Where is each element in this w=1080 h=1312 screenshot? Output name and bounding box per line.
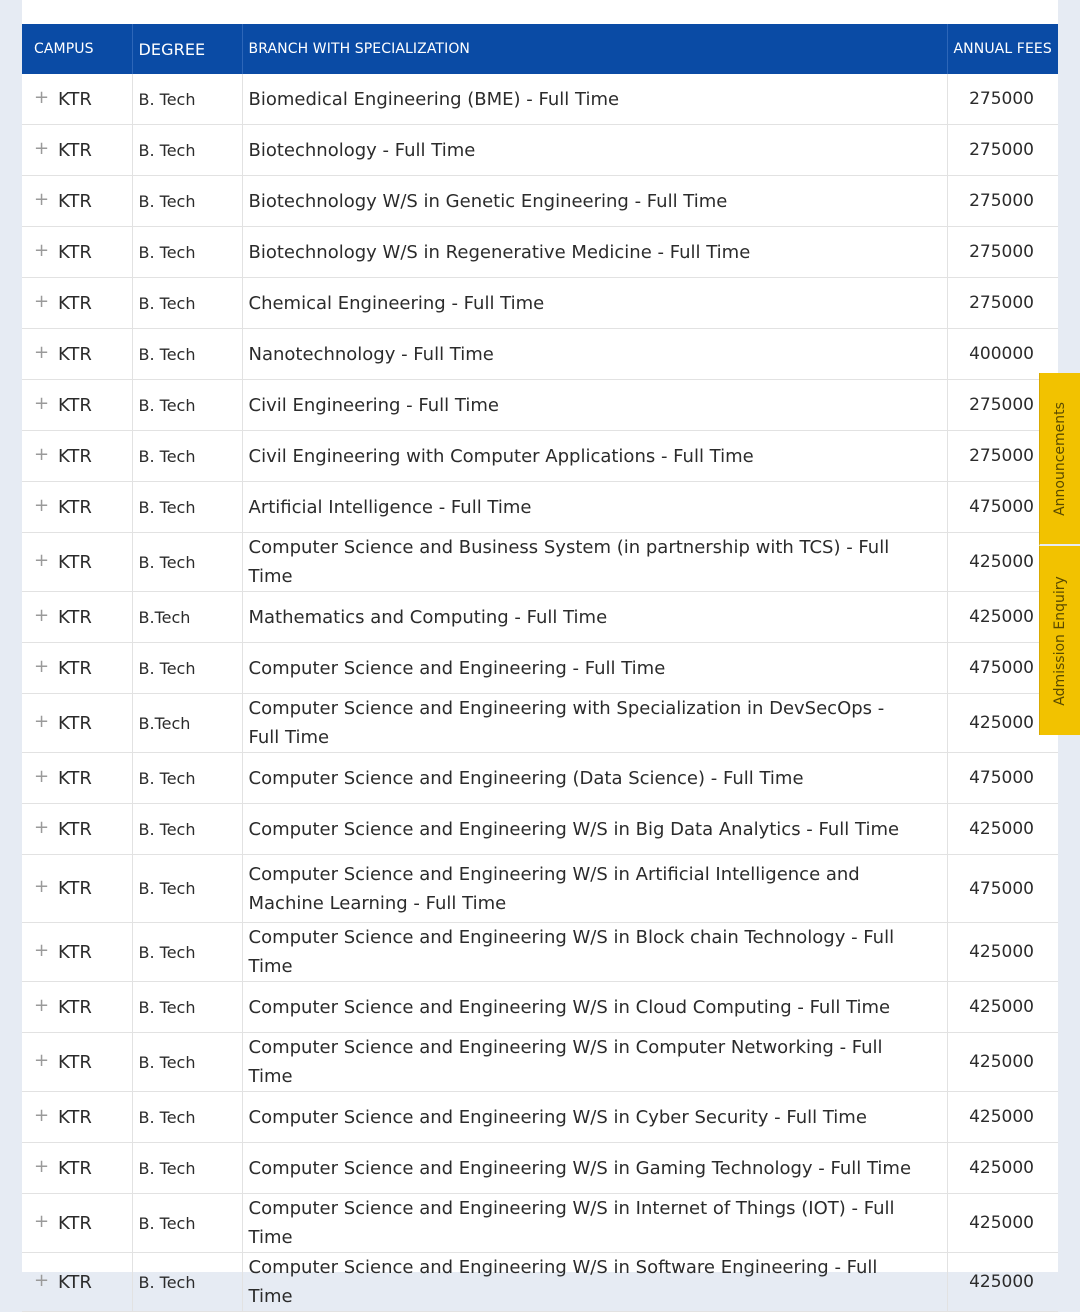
annual-fees-cell: 425000 bbox=[969, 819, 1034, 839]
table-row[interactable] bbox=[22, 329, 1058, 380]
table-row[interactable] bbox=[22, 278, 1058, 329]
table-row[interactable] bbox=[22, 855, 1058, 923]
campus-value: KTR bbox=[58, 657, 92, 679]
branch-cell: Biotechnology W/S in Regenerative Medicine - Full Time bbox=[242, 227, 947, 278]
degree-cell: B. Tech bbox=[132, 1092, 242, 1143]
campus-value: KTR bbox=[58, 292, 92, 314]
campus-cell bbox=[22, 855, 132, 923]
campus-cell bbox=[22, 125, 132, 176]
table-row[interactable] bbox=[22, 753, 1058, 804]
expand-plus-icon[interactable]: + bbox=[34, 994, 50, 1016]
branch-cell: Mathematics and Computing - Full Time bbox=[242, 592, 947, 643]
campus-value: KTR bbox=[58, 445, 92, 467]
annual-fees-cell: 275000 bbox=[969, 446, 1034, 466]
campus-cell bbox=[22, 804, 132, 855]
campus-cell bbox=[22, 982, 132, 1033]
table-row[interactable] bbox=[22, 694, 1058, 753]
annual-fees-cell: 425000 bbox=[969, 997, 1034, 1017]
table-row[interactable] bbox=[22, 1143, 1058, 1194]
campus-cell bbox=[22, 74, 132, 125]
annual-fees-cell: 275000 bbox=[969, 242, 1034, 262]
campus-cell bbox=[22, 176, 132, 227]
branch-cell: Biomedical Engineering (BME) - Full Time bbox=[242, 74, 947, 125]
degree-cell: B. Tech bbox=[132, 855, 242, 923]
annual-fees-cell: 475000 bbox=[969, 878, 1034, 899]
branch-cell: Civil Engineering with Computer Applications - Full Time bbox=[242, 431, 947, 482]
degree-cell: B. Tech bbox=[132, 1143, 242, 1194]
campus-cell bbox=[22, 278, 132, 329]
branch-cell: Chemical Engineering - Full Time bbox=[242, 278, 947, 329]
branch-cell: Civil Engineering - Full Time bbox=[242, 380, 947, 431]
table-row[interactable] bbox=[22, 176, 1058, 227]
branch-cell: Computer Science and Engineering W/S in Computer Networking - Full Time bbox=[242, 1033, 947, 1092]
annual-fees-cell: 400000 bbox=[969, 344, 1034, 364]
expand-plus-icon[interactable]: + bbox=[34, 341, 50, 363]
annual-fees-cell: 475000 bbox=[969, 768, 1034, 788]
branch-cell: Nanotechnology - Full Time bbox=[242, 329, 947, 380]
campus-value: KTR bbox=[58, 818, 92, 840]
table-row[interactable] bbox=[22, 1194, 1058, 1253]
table-row[interactable] bbox=[22, 380, 1058, 431]
degree-cell: B. Tech bbox=[132, 176, 242, 227]
campus-cell bbox=[22, 431, 132, 482]
branch-cell: Biotechnology W/S in Genetic Engineering - Full Time bbox=[242, 176, 947, 227]
annual-fees-cell: 425000 bbox=[969, 1272, 1034, 1292]
campus-value: KTR bbox=[58, 996, 92, 1018]
table-row[interactable] bbox=[22, 592, 1058, 643]
annual-fees-cell: 425000 bbox=[969, 607, 1034, 627]
branch-cell: Computer Science and Engineering W/S in Software Engineering - Full Time bbox=[242, 1253, 947, 1312]
announcements-label: Announcements bbox=[1052, 401, 1069, 516]
fees-table bbox=[22, 24, 1058, 1312]
expand-plus-icon[interactable]: + bbox=[34, 876, 50, 897]
expand-plus-icon[interactable]: + bbox=[34, 655, 50, 677]
table-row[interactable] bbox=[22, 923, 1058, 982]
expand-plus-icon[interactable]: + bbox=[34, 239, 50, 261]
annual-fees-cell: 475000 bbox=[969, 658, 1034, 678]
expand-plus-icon[interactable]: + bbox=[34, 1269, 50, 1291]
campus-cell bbox=[22, 643, 132, 694]
campus-value: KTR bbox=[58, 190, 92, 212]
campus-cell bbox=[22, 753, 132, 804]
campus-cell bbox=[22, 380, 132, 431]
table-row[interactable] bbox=[22, 982, 1058, 1033]
annual-fees-cell: 425000 bbox=[969, 1213, 1034, 1233]
campus-cell bbox=[22, 1253, 132, 1312]
degree-cell: B. Tech bbox=[132, 753, 242, 804]
campus-cell bbox=[22, 1194, 132, 1253]
annual-fees-cell: 425000 bbox=[969, 1158, 1034, 1178]
annual-fees-cell: 475000 bbox=[969, 497, 1034, 517]
degree-cell: B. Tech bbox=[132, 482, 242, 533]
campus-cell bbox=[22, 923, 132, 982]
degree-cell: B. Tech bbox=[132, 380, 242, 431]
degree-cell: B. Tech bbox=[132, 804, 242, 855]
branch-cell: Computer Science and Engineering W/S in Big Data Analytics - Full Time bbox=[242, 804, 947, 855]
branch-cell: Artificial Intelligence - Full Time bbox=[242, 482, 947, 533]
campus-value: KTR bbox=[58, 551, 92, 573]
campus-cell bbox=[22, 482, 132, 533]
expand-plus-icon[interactable]: + bbox=[34, 137, 50, 159]
annual-fees-cell: 425000 bbox=[969, 713, 1034, 733]
campus-cell bbox=[22, 1033, 132, 1092]
table-row[interactable] bbox=[22, 431, 1058, 482]
table-row[interactable] bbox=[22, 643, 1058, 694]
annual-fees-cell: 425000 bbox=[969, 1107, 1034, 1127]
annual-fees-cell: 425000 bbox=[969, 1052, 1034, 1072]
table-header-row bbox=[22, 24, 1058, 74]
branch-cell: Biotechnology - Full Time bbox=[242, 125, 947, 176]
campus-cell bbox=[22, 1092, 132, 1143]
header-branch[interactable]: BRANCH WITH SPECIALIZATION bbox=[242, 24, 947, 74]
annual-fees-cell: 275000 bbox=[969, 395, 1034, 415]
table-row[interactable] bbox=[22, 482, 1058, 533]
table-row[interactable] bbox=[22, 227, 1058, 278]
degree-cell: B. Tech bbox=[132, 533, 242, 592]
annual-fees-cell: 425000 bbox=[969, 552, 1034, 572]
campus-value: KTR bbox=[58, 941, 92, 963]
campus-value: KTR bbox=[58, 139, 92, 161]
header-campus[interactable]: CAMPUS bbox=[22, 24, 132, 74]
table-row[interactable] bbox=[22, 1033, 1058, 1092]
degree-cell: B. Tech bbox=[132, 1033, 242, 1092]
campus-value: KTR bbox=[58, 1106, 92, 1128]
campus-value: KTR bbox=[58, 394, 92, 416]
campus-value: KTR bbox=[58, 1212, 92, 1234]
branch-cell: Computer Science and Engineering (Data Science) - Full Time bbox=[242, 753, 947, 804]
degree-cell: B. Tech bbox=[132, 643, 242, 694]
table-row[interactable] bbox=[22, 533, 1058, 592]
table-row[interactable] bbox=[22, 1092, 1058, 1143]
degree-cell: B. Tech bbox=[132, 923, 242, 982]
table-row[interactable] bbox=[22, 74, 1058, 125]
expand-plus-icon[interactable]: + bbox=[34, 188, 50, 210]
campus-value: KTR bbox=[58, 88, 92, 110]
campus-cell bbox=[22, 227, 132, 278]
degree-cell: B. Tech bbox=[132, 74, 242, 125]
annual-fees-cell: 425000 bbox=[969, 942, 1034, 962]
campus-cell bbox=[22, 329, 132, 380]
expand-plus-icon[interactable]: + bbox=[34, 816, 50, 838]
expand-plus-icon[interactable]: + bbox=[34, 1210, 50, 1232]
expand-plus-icon[interactable]: + bbox=[34, 290, 50, 312]
campus-value: KTR bbox=[58, 1157, 92, 1179]
branch-cell: Computer Science and Engineering W/S in Cloud Computing - Full Time bbox=[242, 982, 947, 1033]
campus-cell bbox=[22, 592, 132, 643]
expand-plus-icon[interactable]: + bbox=[34, 604, 50, 626]
branch-cell: Computer Science and Engineering with Specialization in DevSecOps - Full Time bbox=[242, 694, 947, 753]
expand-plus-icon[interactable]: + bbox=[34, 392, 50, 414]
degree-cell: B. Tech bbox=[132, 227, 242, 278]
annual-fees-cell: 275000 bbox=[969, 191, 1034, 211]
degree-cell: B. Tech bbox=[132, 1194, 242, 1253]
degree-cell: B. Tech bbox=[132, 982, 242, 1033]
annual-fees-cell: 275000 bbox=[969, 140, 1034, 160]
table-row[interactable] bbox=[22, 804, 1058, 855]
campus-cell bbox=[22, 1143, 132, 1194]
header-degree[interactable]: DEGREE bbox=[132, 24, 242, 74]
campus-value: KTR bbox=[58, 767, 92, 789]
table-row[interactable] bbox=[22, 1253, 1058, 1312]
degree-cell: B. Tech bbox=[132, 431, 242, 482]
branch-cell: Computer Science and Engineering W/S in Artificial Intelligence and Machine Learning - Full Time bbox=[242, 855, 947, 923]
campus-cell bbox=[22, 694, 132, 753]
campus-value: KTR bbox=[58, 241, 92, 263]
header-annual-fees[interactable]: ANNUAL FEES bbox=[947, 24, 1058, 74]
degree-cell: B. Tech bbox=[132, 278, 242, 329]
degree-cell: B.Tech bbox=[132, 694, 242, 753]
admission-enquiry-tab[interactable] bbox=[1039, 546, 1080, 735]
branch-cell: Computer Science and Engineering W/S in Internet of Things (IOT) - Full Time bbox=[242, 1194, 947, 1253]
degree-cell: B. Tech bbox=[132, 125, 242, 176]
branch-cell: Computer Science and Engineering - Full Time bbox=[242, 643, 947, 694]
branch-cell: Computer Science and Business System (in partnership with TCS) - Full Time bbox=[242, 533, 947, 592]
expand-plus-icon[interactable]: + bbox=[34, 710, 50, 732]
campus-cell bbox=[22, 533, 132, 592]
campus-value: KTR bbox=[58, 712, 92, 734]
campus-value: KTR bbox=[58, 606, 92, 628]
degree-cell: B. Tech bbox=[132, 329, 242, 380]
expand-plus-icon[interactable]: + bbox=[34, 494, 50, 516]
expand-plus-icon[interactable]: + bbox=[34, 765, 50, 787]
table-body bbox=[22, 74, 1058, 1312]
branch-cell: Computer Science and Engineering W/S in Block chain Technology - Full Time bbox=[242, 923, 947, 982]
campus-value: KTR bbox=[58, 343, 92, 365]
expand-plus-icon[interactable]: + bbox=[34, 86, 50, 108]
branch-cell: Computer Science and Engineering W/S in Cyber Security - Full Time bbox=[242, 1092, 947, 1143]
table-row[interactable] bbox=[22, 125, 1058, 176]
expand-plus-icon[interactable]: + bbox=[34, 1155, 50, 1177]
branch-cell: Computer Science and Engineering W/S in Gaming Technology - Full Time bbox=[242, 1143, 947, 1194]
campus-value: KTR bbox=[58, 1271, 92, 1293]
expand-plus-icon[interactable]: + bbox=[34, 939, 50, 961]
degree-cell: B. Tech bbox=[132, 1253, 242, 1312]
expand-plus-icon[interactable]: + bbox=[34, 1104, 50, 1126]
announcements-tab[interactable] bbox=[1039, 373, 1080, 546]
expand-plus-icon[interactable]: + bbox=[34, 549, 50, 571]
expand-plus-icon[interactable]: + bbox=[34, 443, 50, 465]
annual-fees-cell: 275000 bbox=[969, 89, 1034, 109]
expand-plus-icon[interactable]: + bbox=[34, 1049, 50, 1071]
campus-value: KTR bbox=[58, 496, 92, 518]
campus-value: KTR bbox=[58, 1051, 92, 1073]
admission-enquiry-label: Admission Enquiry bbox=[1052, 575, 1068, 706]
annual-fees-cell: 275000 bbox=[969, 293, 1034, 313]
campus-value: KTR bbox=[58, 878, 92, 899]
degree-cell: B.Tech bbox=[132, 592, 242, 643]
